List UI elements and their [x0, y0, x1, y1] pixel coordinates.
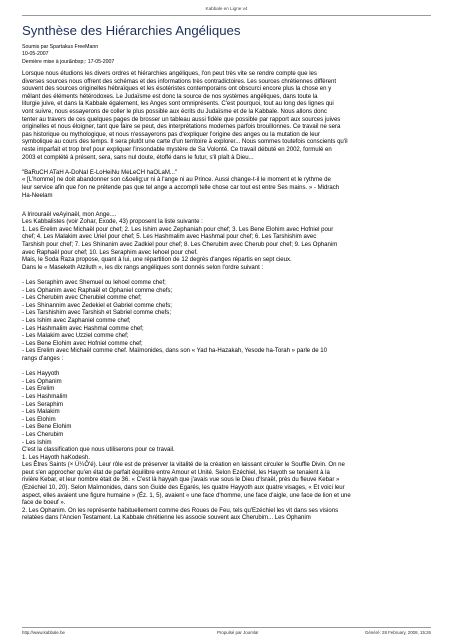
date-line: 10-05-2007: [22, 51, 49, 58]
text-line: rivière Kebar, et leur nombre était de 36. « C'est là hayyah que j'avais vue sous le Dieu d'Israël, près du fleuve Kebar »: [22, 477, 340, 484]
text-line: 1. Les Erelim avec Michaël pour chef; 2. Les Ishim avec Zephaniah pour chef; 3. Les Bene Elohim avec Hofniel pour: [22, 226, 334, 233]
list-item: - Les Erelim: [22, 386, 55, 393]
text-line: peut s'en approcher qu'en état de parfait équilibre entre Amour et Unité. Selon Ezéchiel, les Hayoth se tenaient à la: [22, 469, 330, 476]
text-line: symbolique au cours des temps. Il sera plutôt une carte d'un territoire à explorer... Nous sommes toutefois conscients qu'il: [22, 139, 348, 146]
list-item: - Les Ishim avec Zaphaniel comme chef;: [22, 318, 131, 324]
list-item: - Les Bene Elohim avec Hofniel comme chef;: [22, 340, 143, 347]
author-line: Soumis par Spartakus FreeMann: [22, 44, 99, 50]
text-line: Lorsque nous étudions les divers ordres et hiérarchies angéliques, l'on peut très vite se rendre compte que les: [22, 71, 317, 77]
article-meta: [22, 44, 114, 66]
page-header: Kabbale en Ligne v4: [205, 6, 248, 11]
article-body: [22, 71, 430, 523]
text-line: aspect, elles avaient une figure humaine » (Éz. 1, 5), avaient « une face d'homme, une face d'aigle, une face de lion et une: [22, 492, 351, 499]
kabbalist-section: [22, 212, 430, 273]
text-line: C'est la classification que nous utiliserons pour ce travail.: [22, 447, 175, 454]
text-line: avec Raphaël pour chef; 10. Les Seraphim avec Iehoel pour chef.: [22, 249, 198, 256]
updated-line: Dernière mise à jour&nbsp;: 17-05-2007: [22, 58, 115, 65]
text-line: vont suivre, nous essayerons de coller le plus possible aux écrits du Judaïsme et de la Kabbale. Nous allons donc: [22, 108, 327, 115]
list-item: - Les Ishim: [22, 439, 52, 446]
list-item: - Les Ophanim: [22, 378, 62, 385]
article-title: Synthèse des Hiérarchies Angéliques: [22, 23, 241, 38]
intro-paragraph: [22, 71, 430, 162]
maimonides-list: [22, 371, 430, 447]
text-line: 2. Les Ophanim. On les représente habituellement comme des Roues de Feu, tels qu'Ezéchiel les vit dans ses visions: [22, 507, 339, 514]
text-line: Dans le « Maseketh Atziluth », les dix rangs angéliques sont donnés selon l'ordre suivant :: [22, 264, 264, 271]
text-line: 2003 et complété à présent, sera, sans nul doute, étoffé dans le futur, s'il plaît à Dieu...: [22, 154, 254, 161]
text-line: Les Êtres Saints (× Ù¼Ô'é). Leur rôle est de préserver la vitalité de la création en laissant circuler le Souffle Divin. On ne: [22, 462, 345, 469]
text-line: chef; 4. Les Malakim avec Uriel pour chef; 5. Les Hashmalim avec Hashmal pour chef; 6. Les Tarshishim avec: [22, 234, 317, 241]
list-item: - Les Bene Elohim: [22, 424, 72, 431]
text-line: souvent des sources originelles hébraïques et les ésotéristes contemporains ont obscurci encore plus la chose en y: [22, 86, 332, 93]
text-line: leur service afin que l'on ne prétende pas que tel ange a accompli telle chose car tout est entre Ses mains. » - Midrach: [22, 184, 340, 191]
text-line: originelles et nous éloigner, tant que faire se peut, des interprétations modernes parfois brouillonnes. Ce travail ne sera: [22, 124, 341, 131]
quote-block: [22, 170, 430, 200]
text-line: 1. Les Hayoth haKodesh.: [22, 454, 90, 461]
list-item: - Les Hayyoth: [22, 371, 60, 378]
header-rule: [22, 15, 431, 16]
list-continuation: rangs d'anges :: [22, 355, 64, 362]
text-line: reste imparfait et trop bref pour expliquer l'insondable mystère de Sa Volonté. Ce travail débuté en 2002, formulé en: [22, 146, 332, 153]
text-line: "BaRuCH ATaH A-DoNaI E-LoHeiNu MeLeCH haOLaM...": [22, 169, 178, 176]
list-item: - Les Tarshishim avec Tarshish et Sabriel comme chefs;: [22, 310, 172, 317]
hayoth-section: [22, 447, 430, 523]
text-line: Ha-Neelam: [22, 192, 53, 199]
text-line: tenter au travers de ces quelques pages de brosser un tableau aussi fidèle que possible par rapport aux sources juives: [22, 116, 341, 123]
list-item: - Les Ophanim avec Raphaël et Ophaniel comme chefs;: [22, 287, 173, 294]
list-item: - Les Malakim: [22, 409, 60, 416]
footer-rule: [22, 627, 431, 628]
text-line: diverses sources nous offrent des schémas et des informations très contradictoires. Les sources chrétiennes diffèrent: [22, 78, 337, 85]
list-item: - Les Cherubim avec Cherubiel comme chef;: [22, 295, 142, 302]
list-item: - Les Seraphim avec Shemuel ou Iehoel comme chef;: [22, 280, 166, 287]
list-item: - Les Cherubim: [22, 431, 64, 438]
text-line: « [L'homme] ne doit abandonner son c&oelig;ur ni à l'ange ni au Prince. Aussi change-t-il le moment et le rythme de: [22, 177, 331, 184]
footer-powered-by: Propulsé par Joomla!: [217, 630, 259, 635]
list-item: - Les Hashmalim avec Hashmal comme chef;: [22, 325, 144, 332]
list-item: - Les Elohim: [22, 416, 56, 423]
list-item: - Les Erelim avec Michaël comme chef. Maïmonides, dans son « Yad ha-Hazakah, Yesode ha-Torah » parle de 10: [22, 348, 327, 355]
text-line: pas historique ou mythologique, et nous n'essayerons pas d'expliquer l'origine des anges ou la mutation de leur: [22, 131, 320, 138]
list-item: - Les Seraphim: [22, 401, 64, 408]
atziluth-list: [22, 280, 430, 364]
text-line: face de boeuf ».: [22, 500, 66, 507]
text-line: mêlant des éléments hétérodoxes. Le Judaïsme est donc la source de nos systèmes angéliques, dans toute la: [22, 93, 318, 100]
list-item: - Les Shinannim avec Zedekiel et Gabriel comme chefs;: [22, 302, 172, 309]
footer-generated-date: Généré: 28 February, 2008, 15:26: [364, 630, 431, 635]
text-line: relatées dans l'Ancien Testament. La Kabbale chrétienne les associe souvent aux Cherubim... Les Ophanim: [22, 515, 311, 522]
list-item: - Les Hashmalim: [22, 393, 68, 400]
footer-site-link[interactable]: http://www.kabbale.be: [22, 630, 65, 635]
text-line: Tarshish pour chef; 7. Les Shinanim avec Zadkiel pour chef; 8. Les Cherubim avec Cherub pour chef; 9. Les Ophanim: [22, 242, 338, 249]
text-line: liturgie juive, et dans la Kabbale également, les Anges sont omniprésents. C'est pourquoi, tout au long des lignes qui: [22, 101, 334, 108]
text-line: Mais, le Soda Raza propose, quant à lui, une répartition de 12 degrés d'anges répartis en sept cieux.: [22, 257, 292, 264]
text-line: A Irirouraël veAyinaël, mon Ange....: [22, 211, 117, 218]
list-item: - Les Malakim avec Uzziel comme chef;: [22, 333, 129, 340]
text-line: Les Kabbalistes (voir Zohar, Exode, 43) proposent la liste suivante :: [22, 219, 203, 226]
text-line: (Ezéchiel 10, 20). Selon Maïmonides, dans son Guide des Egarés, les quatre Hayyoth aux quatre visages, « Et voici leur: [22, 485, 345, 492]
